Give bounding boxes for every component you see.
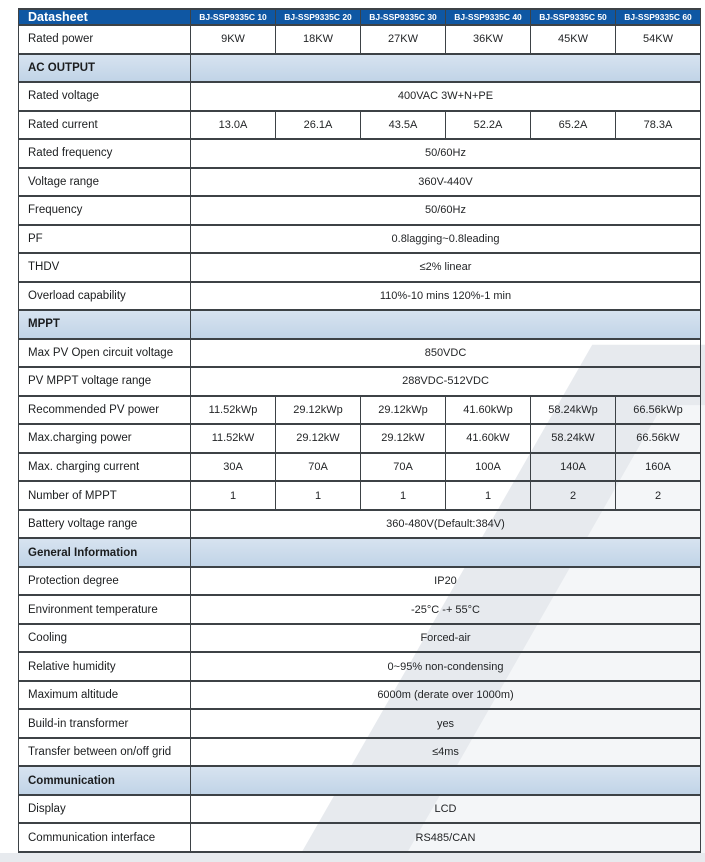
spec-label: Max. charging current: [19, 453, 191, 482]
spec-row: [19, 567, 701, 596]
section-filler: [191, 54, 701, 83]
spec-row: [19, 139, 701, 168]
spec-value: 1: [361, 481, 446, 510]
spec-value: 36KW: [446, 25, 531, 54]
spec-value: 13.0A: [191, 111, 276, 140]
section-header-row: [19, 310, 701, 339]
spec-row: [19, 624, 701, 653]
spec-value: 52.2A: [446, 111, 531, 140]
spec-value-shared: ≤4ms: [191, 738, 701, 767]
spec-value-shared: Forced-air: [191, 624, 701, 653]
model-column-header: BJ-SSP9335C 60: [616, 9, 701, 25]
spec-value: 45KW: [531, 25, 616, 54]
spec-value: 70A: [276, 453, 361, 482]
spec-value: 41.60kWp: [446, 396, 531, 425]
spec-label: PF: [19, 225, 191, 254]
section-title: AC OUTPUT: [19, 54, 191, 83]
spec-value: 66.56kWp: [616, 396, 701, 425]
section-filler: [191, 538, 701, 567]
model-column-header: BJ-SSP9335C 10: [191, 9, 276, 25]
model-column-header: BJ-SSP9335C 30: [361, 9, 446, 25]
spec-row: [19, 225, 701, 254]
spec-label: Communication interface: [19, 823, 191, 852]
spec-row: [19, 367, 701, 396]
spec-row: [19, 510, 701, 539]
spec-label: Environment temperature: [19, 595, 191, 624]
spec-row: [19, 111, 701, 140]
spec-value-shared: 288VDC-512VDC: [191, 367, 701, 396]
spec-value: 43.5A: [361, 111, 446, 140]
spec-value: 1: [191, 481, 276, 510]
spec-row: [19, 25, 701, 54]
datasheet-spec-table: [18, 8, 701, 853]
spec-value: 70A: [361, 453, 446, 482]
section-filler: [191, 310, 701, 339]
spec-value-shared: 360-480V(Default:384V): [191, 510, 701, 539]
spec-row: [19, 396, 701, 425]
spec-value: 29.12kWp: [361, 396, 446, 425]
spec-value-shared: 110%-10 mins 120%-1 min: [191, 282, 701, 311]
spec-label: Overload capability: [19, 282, 191, 311]
background-bottom-strip: [0, 853, 705, 862]
spec-value: 100A: [446, 453, 531, 482]
spec-row: [19, 709, 701, 738]
spec-value-shared: 50/60Hz: [191, 196, 701, 225]
spec-value-shared: -25°C -+ 55°C: [191, 595, 701, 624]
spec-value: 29.12kW: [361, 424, 446, 453]
spec-value-shared: 0.8lagging~0.8leading: [191, 225, 701, 254]
spec-value: 66.56kW: [616, 424, 701, 453]
spec-value: 18KW: [276, 25, 361, 54]
spec-label: Transfer between on/off grid: [19, 738, 191, 767]
spec-label: Voltage range: [19, 168, 191, 197]
spec-label: Max PV Open circuit voltage: [19, 339, 191, 368]
spec-row: [19, 339, 701, 368]
spec-row: [19, 253, 701, 282]
section-title: MPPT: [19, 310, 191, 339]
section-title: General Information: [19, 538, 191, 567]
spec-value-shared: LCD: [191, 795, 701, 824]
spec-value: 41.60kW: [446, 424, 531, 453]
spec-label: PV MPPT voltage range: [19, 367, 191, 396]
spec-value-shared: 850VDC: [191, 339, 701, 368]
spec-row: [19, 738, 701, 767]
spec-row: [19, 282, 701, 311]
spec-value: 1: [276, 481, 361, 510]
spec-label: Battery voltage range: [19, 510, 191, 539]
spec-value-shared: RS485/CAN: [191, 823, 701, 852]
spec-value: 65.2A: [531, 111, 616, 140]
section-header-row: [19, 766, 701, 795]
spec-value: 2: [531, 481, 616, 510]
spec-value: 1: [446, 481, 531, 510]
spec-value: 30A: [191, 453, 276, 482]
spec-value: 11.52kWp: [191, 396, 276, 425]
spec-row: [19, 82, 701, 111]
spec-label: Cooling: [19, 624, 191, 653]
spec-label: Recommended PV power: [19, 396, 191, 425]
table-title: Datasheet: [19, 9, 191, 25]
spec-label: Frequency: [19, 196, 191, 225]
spec-label: Build-in transformer: [19, 709, 191, 738]
spec-value: 11.52kW: [191, 424, 276, 453]
spec-value: 54KW: [616, 25, 701, 54]
spec-value: 27KW: [361, 25, 446, 54]
spec-row: [19, 595, 701, 624]
spec-row: [19, 453, 701, 482]
spec-value-shared: 50/60Hz: [191, 139, 701, 168]
section-filler: [191, 766, 701, 795]
spec-value: 160A: [616, 453, 701, 482]
section-title: Communication: [19, 766, 191, 795]
spec-row: [19, 795, 701, 824]
spec-value-shared: yes: [191, 709, 701, 738]
spec-row: [19, 424, 701, 453]
section-header-row: [19, 538, 701, 567]
spec-row: [19, 823, 701, 852]
spec-value: 58.24kWp: [531, 396, 616, 425]
spec-value: 9KW: [191, 25, 276, 54]
spec-label: Display: [19, 795, 191, 824]
section-header-row: [19, 54, 701, 83]
spec-value: 78.3A: [616, 111, 701, 140]
spec-value: 58.24kW: [531, 424, 616, 453]
table-header-row: [19, 9, 701, 25]
model-column-header: BJ-SSP9335C 40: [446, 9, 531, 25]
spec-row: [19, 652, 701, 681]
spec-value: 29.12kW: [276, 424, 361, 453]
spec-value-shared: IP20: [191, 567, 701, 596]
spec-label: THDV: [19, 253, 191, 282]
spec-label: Number of MPPT: [19, 481, 191, 510]
spec-value-shared: 6000m (derate over 1000m): [191, 681, 701, 710]
spec-row: [19, 168, 701, 197]
spec-row: [19, 481, 701, 510]
spec-label: Maximum altitude: [19, 681, 191, 710]
spec-value: 29.12kWp: [276, 396, 361, 425]
spec-value: 26.1A: [276, 111, 361, 140]
spec-label: Rated power: [19, 25, 191, 54]
spec-value-shared: 400VAC 3W+N+PE: [191, 82, 701, 111]
model-column-header: BJ-SSP9335C 20: [276, 9, 361, 25]
spec-label: Protection degree: [19, 567, 191, 596]
spec-value: 2: [616, 481, 701, 510]
model-column-header: BJ-SSP9335C 50: [531, 9, 616, 25]
spec-label: Rated voltage: [19, 82, 191, 111]
spec-row: [19, 681, 701, 710]
spec-value: 140A: [531, 453, 616, 482]
spec-label: Rated current: [19, 111, 191, 140]
spec-row: [19, 196, 701, 225]
spec-label: Max.charging power: [19, 424, 191, 453]
spec-value-shared: 360V-440V: [191, 168, 701, 197]
spec-label: Rated frequency: [19, 139, 191, 168]
spec-value-shared: ≤2% linear: [191, 253, 701, 282]
spec-label: Relative humidity: [19, 652, 191, 681]
spec-value-shared: 0~95% non-condensing: [191, 652, 701, 681]
